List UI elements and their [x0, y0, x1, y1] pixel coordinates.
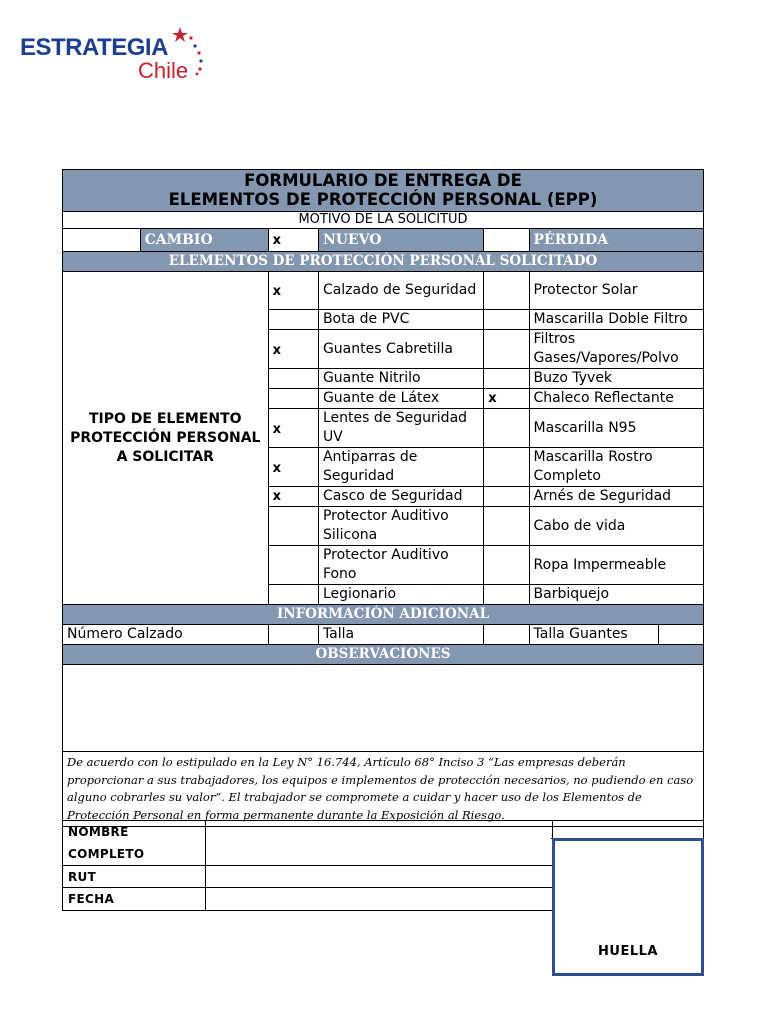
item-label: Barbiquejo	[529, 585, 703, 605]
item-label: Mascarilla Rostro Completo	[529, 448, 703, 487]
item-checkbox[interactable]	[484, 310, 529, 330]
section-observaciones: OBSERVACIONES	[63, 645, 704, 665]
logo-text-estrategia: ESTRATEGIA	[20, 34, 168, 61]
fecha-field[interactable]	[206, 888, 553, 911]
tipo-elemento-label: TIPO DE ELEMENTO PROTECCIÓN PERSONAL A SOLICITAR	[63, 272, 269, 605]
item-label: Buzo Tyvek	[529, 369, 703, 389]
logo-text-chile: Chile	[138, 58, 189, 83]
form-title-line1: FORMULARIO DE ENTREGA DE	[244, 171, 522, 190]
item-checkbox[interactable]: x	[484, 389, 529, 409]
item-checkbox[interactable]	[268, 585, 318, 605]
item-checkbox[interactable]	[484, 369, 529, 389]
item-label: Guante de Látex	[318, 389, 483, 409]
rut-label: RUT	[63, 866, 206, 888]
item-checkbox[interactable]	[268, 369, 318, 389]
item-label: Protector Auditivo Fono	[318, 546, 483, 585]
item-label: Protector Auditivo Silicona	[318, 507, 483, 546]
fecha-label: FECHA	[63, 888, 206, 911]
item-checkbox[interactable]	[268, 310, 318, 330]
huella-box[interactable]	[552, 838, 704, 976]
huella-header-cell	[551, 820, 704, 839]
item-checkbox[interactable]	[484, 448, 529, 487]
motivo-cell-blank[interactable]	[63, 229, 141, 252]
item-checkbox[interactable]: x	[268, 448, 318, 487]
item-label: Casco de Seguridad	[318, 487, 483, 507]
observaciones-field[interactable]	[63, 665, 704, 752]
section-elementos: ELEMENTOS DE PROTECCIÓN PERSONAL SOLICITADO	[63, 252, 704, 272]
item-checkbox[interactable]	[484, 487, 529, 507]
section-informacion-adicional: INFORMACIÓN ADICIONAL	[63, 605, 704, 625]
form-title-line2: ELEMENTOS DE PROTECCIÓN PERSONAL (EPP)	[168, 190, 598, 209]
item-label: Calzado de Seguridad	[318, 272, 483, 310]
item-checkbox[interactable]	[484, 330, 529, 369]
item-checkbox[interactable]	[484, 585, 529, 605]
item-checkbox[interactable]: x	[268, 409, 318, 448]
item-checkbox[interactable]: x	[268, 487, 318, 507]
motivo-label: MOTIVO DE LA SOLICITUD	[63, 212, 704, 229]
completo-label: COMPLETO	[68, 847, 145, 861]
item-checkbox[interactable]	[484, 546, 529, 585]
item-label: Lentes de Seguridad UV	[318, 409, 483, 448]
talla-field[interactable]	[484, 625, 529, 645]
item-label: Guantes Cabretilla	[318, 330, 483, 369]
nombre-completo-field[interactable]	[206, 821, 553, 866]
company-logo	[20, 26, 220, 86]
item-label: Ropa Impermeable	[529, 546, 703, 585]
item-checkbox[interactable]	[268, 546, 318, 585]
huella-label: HUELLA	[598, 944, 658, 959]
item-label: Mascarilla N95	[529, 409, 703, 448]
item-checkbox[interactable]	[268, 507, 318, 546]
motivo-nuevo-label: NUEVO	[318, 229, 483, 252]
motivo-nuevo-checkbox[interactable]	[484, 229, 529, 252]
item-checkbox[interactable]: x	[268, 272, 318, 310]
item-label: Guante Nitrilo	[318, 369, 483, 389]
item-label: Arnés de Seguridad	[529, 487, 703, 507]
item-label: Antiparras de Seguridad	[318, 448, 483, 487]
item-checkbox[interactable]	[484, 507, 529, 546]
item-label: Legionario	[318, 585, 483, 605]
motivo-perdida-label: PÉRDIDA	[529, 229, 703, 252]
numero-calzado-label: Número Calzado	[63, 625, 269, 645]
form-title	[63, 170, 704, 212]
motivo-cambio-checkbox[interactable]: x	[268, 229, 318, 252]
signature-table	[62, 820, 553, 911]
item-checkbox[interactable]	[484, 409, 529, 448]
item-label: Cabo de vida	[529, 507, 703, 546]
motivo-cambio-label: CAMBIO	[140, 229, 268, 252]
item-label: Protector Solar	[529, 272, 703, 310]
epp-form	[62, 169, 704, 827]
item-label: Chaleco Reflectante	[529, 389, 703, 409]
nombre-label: NOMBRE	[68, 825, 129, 839]
talla-guantes-field[interactable]	[658, 625, 703, 645]
item-checkbox[interactable]	[484, 272, 529, 310]
rut-field[interactable]	[206, 866, 553, 888]
numero-calzado-field[interactable]	[268, 625, 318, 645]
item-label: Filtros Gases/Vapores/Polvo	[529, 330, 703, 369]
nombre-completo-label	[63, 821, 206, 866]
star-icon	[170, 26, 215, 81]
item-checkbox[interactable]	[268, 389, 318, 409]
talla-label: Talla	[318, 625, 483, 645]
talla-guantes-label: Talla Guantes	[529, 625, 658, 645]
item-checkbox[interactable]: x	[268, 330, 318, 369]
item-label: Bota de PVC	[318, 310, 483, 330]
item-label: Mascarilla Doble Filtro	[529, 310, 703, 330]
legal-text: De acuerdo con lo estipulado en la Ley N° 16.744, Artículo 68° Inciso 3 “Las empresas deberán proporcionar a sus trabajadores, los equipos e implementos de protección necesarios, no pudiendo en caso alguno cobrarles su valor”. El trabajador se compromete a cuidar y hacer uso de los Elementos de Protección Personal en forma permanente durante la Exposición al Riesgo.	[63, 752, 704, 827]
